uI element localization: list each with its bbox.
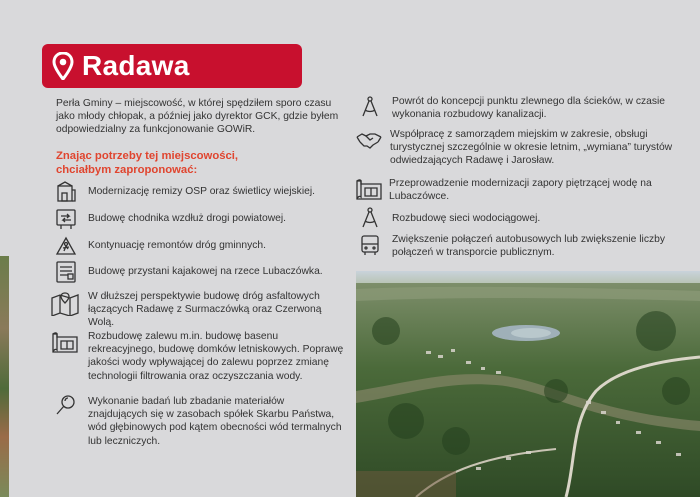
proposal-text: Rozbudowę sieci wodociągowej. xyxy=(392,213,541,224)
building-icon xyxy=(54,180,78,204)
proposal-item xyxy=(54,180,344,204)
proposal-item xyxy=(358,233,688,259)
proposal-text: Kontynuację remontów dróg gminnych. xyxy=(88,240,267,251)
proposal-text: Wykonanie badań lub zbadanie materiałów znajdujących się w zasobach spółek Skarbu Państwa, wód głębinowych pod kątem obecności wód termalnych lub leczniczych. xyxy=(88,396,342,447)
proposal-text: Budowę przystani kajakowej na rzece Lubaczówka. xyxy=(88,266,323,277)
aerial-photo-illustration xyxy=(356,271,700,497)
proposal-item xyxy=(50,330,344,383)
proposal-text: Przeprowadzenie modernizacji zapory piętrzącej wodę na Lubaczówce. xyxy=(389,178,652,203)
subheading: Znając potrzeby tej miejscowości, chciałbym zaproponować: xyxy=(56,150,239,176)
location-pin-icon xyxy=(52,52,74,80)
proposal-text: Modernizację remizy OSP oraz świetlicy wiejskiej. xyxy=(88,186,315,197)
plan-icon xyxy=(54,260,78,284)
map-pin-icon xyxy=(50,290,80,316)
edge-aerial-photo-strip xyxy=(0,256,9,497)
proposal-text: Rozbudowę zalewu m.in. budowę basenu rekreacyjnego, budowę domków letniskowych. Poprawę jakości wody wpływającej do zalewu poprzez zmianę technologii filtrowania oraz oczyszczania wody. xyxy=(88,331,344,382)
proposal-text: Powrót do koncepcji punktu zlewnego dla ścieków, w czasie wykonania rozbudowy kanalizacji. xyxy=(392,96,666,121)
aerial-photo xyxy=(356,271,700,497)
proposal-item xyxy=(54,207,344,231)
compass-icon xyxy=(358,95,382,119)
magnifier-icon xyxy=(54,393,78,417)
proposal-item xyxy=(54,234,344,258)
proposal-item xyxy=(358,95,688,121)
bus-icon xyxy=(358,233,382,257)
road-sign-icon xyxy=(54,207,78,231)
proposal-item xyxy=(54,393,344,448)
blueprint-icon xyxy=(354,177,384,203)
proposal-text: Zwiększenie połączeń autobusowych lub zwiększenie liczby połączeń w transporcie publicznym. xyxy=(392,234,666,259)
proposal-text: Budowę chodnika wzdłuż drogi powiatowej. xyxy=(88,213,287,224)
intro-paragraph: Perła Gminy – miejscowość, w której spędziłem sporo czasu jako młody chłopak, a później jako dyrektor GCK, gdzie byłem odpowiedzialny za funkcjonowanie GOWiR. xyxy=(56,98,339,136)
page-title: Radawa xyxy=(82,50,190,81)
proposal-text: W dłuższej perspektywie budowę dróg asfaltowych łączących Radawę z Surmaczówką oraz Czerwoną Wolą. xyxy=(88,291,322,329)
proposal-text: Współpracę z samorządem miejskim w zakresie, obsługi turystycznej szczególnie w okresie letnim, „wymiana” turystów odwiedzających Radawę i Jarosław. xyxy=(390,129,673,167)
proposal-item xyxy=(358,206,688,230)
proposal-item xyxy=(354,177,688,203)
handshake-icon xyxy=(356,128,382,152)
roadwork-icon xyxy=(54,234,78,258)
proposal-item xyxy=(50,290,344,330)
blueprint-icon xyxy=(50,330,80,356)
proposal-item xyxy=(356,128,688,168)
compass-icon xyxy=(358,206,382,230)
proposal-item xyxy=(54,260,344,284)
title-banner xyxy=(42,44,302,88)
